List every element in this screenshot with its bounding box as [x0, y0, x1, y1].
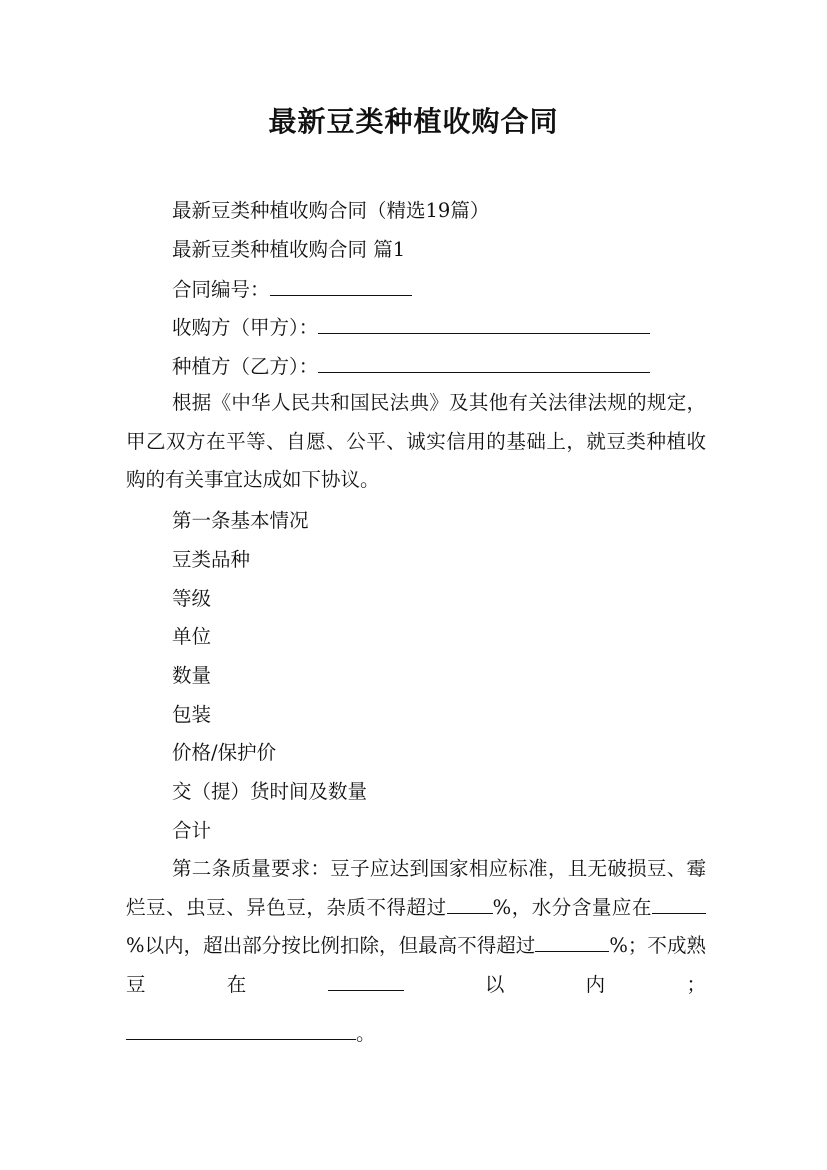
buyer-row [172, 314, 650, 341]
article2-text: 以内； [403, 972, 706, 996]
contract-number-blank [270, 276, 412, 296]
article1-item: 合计 [172, 819, 212, 842]
max-blank [535, 932, 609, 952]
section-heading: 最新豆类种植收购合同 篇1 [172, 238, 406, 261]
article2-paragraph [126, 850, 706, 1004]
impurity-blank [447, 894, 493, 914]
trailing-blank [126, 1020, 356, 1040]
article1-item: 单位 [172, 625, 212, 648]
article1-item: 等级 [172, 587, 212, 610]
buyer-blank [318, 314, 650, 334]
contract-number-row [172, 276, 412, 303]
article1-item: 豆类品种 [172, 548, 251, 571]
article1-heading: 第一条基本情况 [172, 509, 309, 532]
article1-item: 价格/保护价 [172, 741, 277, 764]
article2-text: %，水分含量应在 [492, 895, 652, 919]
moisture-blank [652, 894, 706, 914]
article1-item: 数量 [172, 664, 212, 687]
buyer-label: 收购方（甲方）： [172, 316, 319, 339]
grower-row [172, 353, 650, 380]
preamble-paragraph: 根据《中华人民共和国民法典》及其他有关法律法规的规定，甲乙双方在平等、自愿、公平、诚实信用的基础上，就豆类种植收购的有关事宜达成如下协议。 [126, 391, 706, 492]
document-title: 最新豆类种植收购合同 [268, 105, 559, 138]
contract-number-label: 合同编号： [172, 278, 270, 301]
article2-last-row [126, 1020, 376, 1047]
grower-blank [318, 353, 650, 373]
immature-blank [328, 971, 404, 991]
article1-item: 包装 [172, 703, 212, 726]
grower-label: 种植方（乙方）： [172, 355, 319, 378]
document-subtitle: 最新豆类种植收购合同（精选19篇） [172, 199, 490, 222]
article2-text: %以内，超出部分按比例扣除，但最高不得超过 [126, 934, 536, 958]
article2-text: 第二条质量要求：豆子应达到国家相应标准，且无破损豆、霉烂豆、虫豆、异色豆，杂质不得超过 [126, 857, 706, 919]
article1-item: 交（提）货时间及数量 [172, 780, 368, 803]
article2-text: %；不成熟豆在 [126, 934, 707, 996]
article2-end: 。 [356, 1022, 376, 1045]
